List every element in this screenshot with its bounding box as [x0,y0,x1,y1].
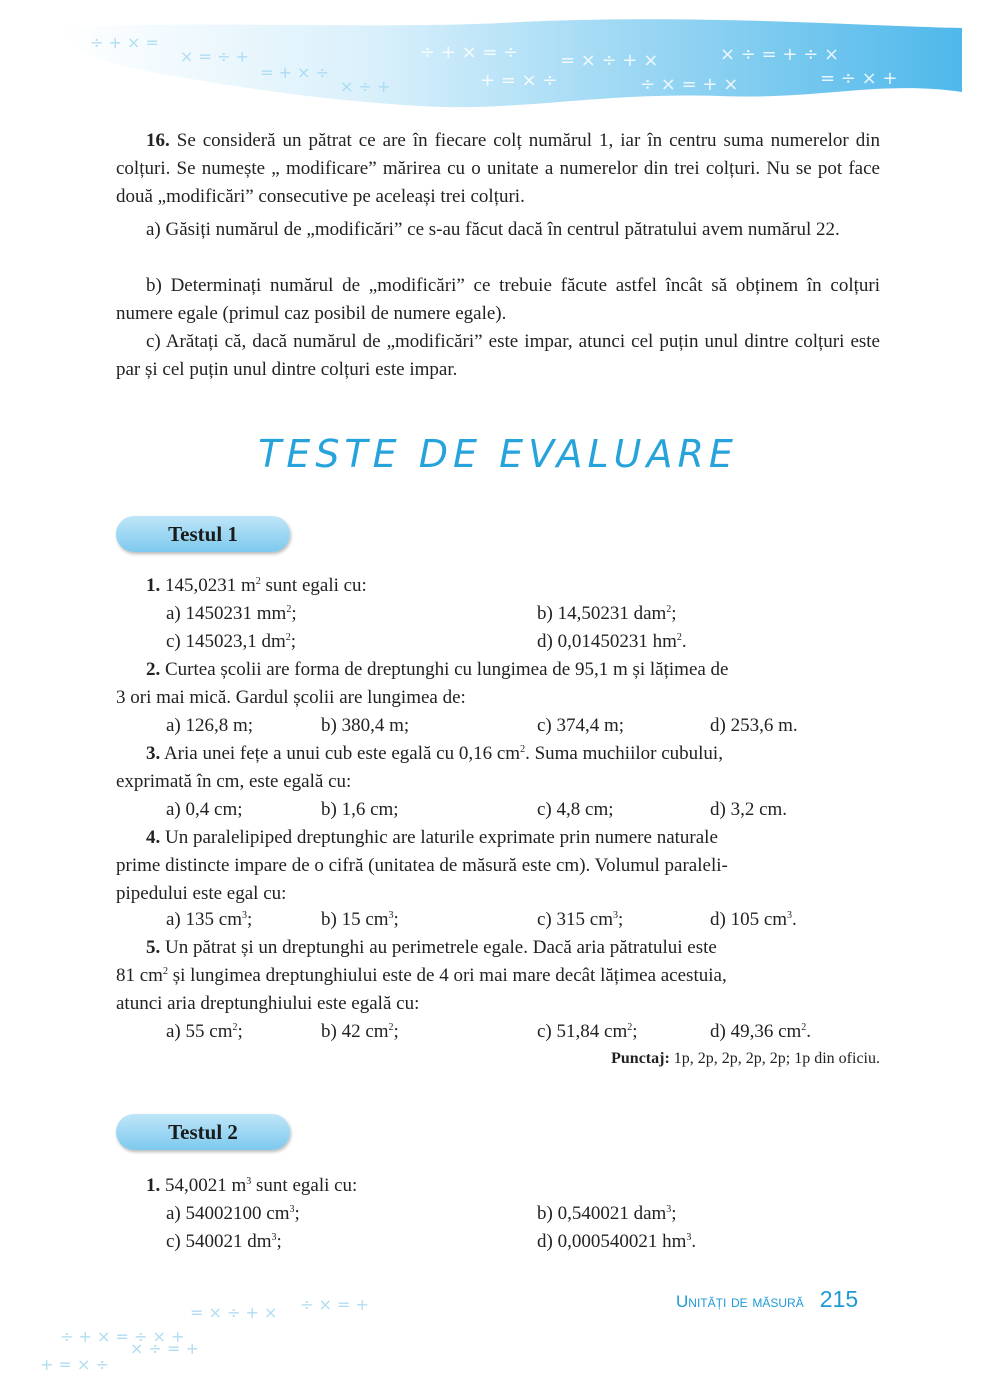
chapter-title: Unități de măsură [676,1292,804,1311]
question-text: . Suma muchiilor cubului, [525,743,723,764]
exponent: 3 [246,1176,252,1187]
section-title: TESTE DE EVALUARE [258,432,738,476]
problem-text: Se consideră un pătrat ce are în fiecare colț numărul 1, iar în centru suma numerelor din colțuri. Se numește „ modificare” mărirea cu o unitate a numerelor din trei colțuri. Nu se pot face două „modificări” consecutive pe aceleași trei colțuri. [116,130,880,207]
problem-16-intro [116,127,880,211]
score-text: 1p, 2p, 2p, 2p, 2p; 1p din oficiu. [669,1050,880,1067]
t1-q1-d: d) 0,01450231 $hm^2$. [537,631,687,652]
t1-q5-b: b) 42 $cm^2$; [321,1021,399,1042]
question-text: și lungimea dreptunghiului este de 4 ori mai mare decât lățimea acestuia, [167,965,727,986]
t1-q3-line1: 3. Aria unei fețe a unui cub este egală cu 0,16 $cm^2$. Suma muchiilor cubului, [146,743,723,764]
option-text: a) 55 cm [166,1021,233,1042]
question-text: Aria unei fețe a unui cub este egală cu 0,16 cm [163,743,521,764]
t1-q4-d: d) 105 $cm^3$. [710,909,797,930]
svg-text:÷ + × = ÷: ÷ + × = ÷ [420,42,519,63]
t1-q4-line3: pipedului este egal cu: [116,883,287,904]
option-text: c) 540021 dm [166,1231,272,1252]
t1-q1-b: b) 14,50231 dam$^2$; [537,603,677,624]
question-text: 54,0021 m [165,1175,247,1196]
t1-q2-b: b) 380,4 m; [321,715,410,736]
t2-q1-c: c) 540021 $dm^3$; [166,1231,282,1252]
page-number: 215 [819,1286,859,1312]
t1-q1 [146,572,910,600]
t1-q4-c: c) 315 $cm^3$; [537,909,624,930]
svg-text:+ = × ÷: + = × ÷ [40,1355,109,1374]
option-text: c) 315 cm [537,909,613,930]
problem-16-b: b) Determinați numărul de „modificări” ce trebuie făcute astfel încât să obținem în colțuri numere egale (primul caz posibil de numere egale). [116,275,880,324]
problem-16-c: c) Arătați că, dacă numărul de „modificări” este impar, atunci cel puțin unul dintre colțuri este par și cel puțin unul dintre colțuri este impar. [116,331,880,380]
t1-q3-b: b) 1,6 cm; [321,799,399,820]
t1-q5-d: d) 49,36 $cm^2$. [710,1021,812,1042]
t1-q3-d: d) 3,2 cm. [710,799,788,820]
question-text: Curtea școlii are forma de dreptunghi cu lungimea de 95,1 m și lățimea de [165,659,729,680]
t2-q1 [146,1172,910,1200]
footer-decoration [0,1270,500,1389]
t2-q1-a: a) 54002100 $cm^3$; [166,1203,300,1224]
option-text: c) 51,84 cm [537,1021,628,1042]
option-text: b) 42 cm [321,1021,389,1042]
svg-text:× ÷ = +: × ÷ = + [130,1339,199,1358]
t1-q3-line2: exprimată în cm, este egală cu: [116,771,352,792]
t1-q4-line1 [146,824,910,852]
t1-q4-a: a) 135 $cm^3$; [166,909,253,930]
page-footer [676,1286,858,1313]
svg-text:+ = × ÷: + = × ÷ [480,70,558,91]
question-number: 5. [146,937,161,958]
t1-q1-c: c) 145023,1 $dm^2$; [166,631,297,652]
t1-q5-a: a) 55 $cm^2$; [166,1021,243,1042]
svg-text:÷ × = + ×: ÷ × = + × [640,74,739,95]
t1-q2-line2: 3 ori mai mică. Gardul școlii are lungimea de: [116,687,466,708]
t1-q5-line2: 81 $cm^2$ și lungimea dreptunghiului este de 4 ori mai mare decât lățimea acestuia, [116,965,727,986]
t1-q2-a: a) 126,8 m; [166,715,254,736]
score-line [611,1048,880,1070]
svg-text:× = ÷ +: × = ÷ + [180,47,249,66]
score-label: Punctaj: [611,1050,670,1067]
header-decoration [0,0,992,125]
option-text: d) 105 cm [710,909,788,930]
svg-text:× ÷ = + ÷ ×: × ÷ = + ÷ × [720,44,840,65]
option-text: a) 135 cm [166,909,242,930]
question-number: 4. [146,827,161,848]
t1-q4-line2: prime distincte impare de o cifră (unitatea de măsură este cm). Volumul paraleli- [116,855,728,876]
test-1-label: Testul 1 [168,522,238,546]
question-number: 2. [146,659,161,680]
question-text: sunt egali cu: [251,1175,358,1196]
t1-q2-line1 [146,656,880,684]
exponent: 2 [255,576,261,587]
question-text: 145,0231 m [165,575,256,596]
problem-number: 16. [146,130,170,151]
t1-q4-b: b) 15 $cm^3$; [321,909,399,930]
svg-text:= × ÷ + ×: = × ÷ + × [190,1303,278,1322]
option-text: c) 145023,1 dm [166,631,286,652]
question-number: 1. [146,1175,161,1196]
test-2-label: Testul 2 [168,1120,238,1144]
svg-text:× ÷ +: × ÷ + [340,77,391,96]
t1-q3-a: a) 0,4 cm; [166,799,243,820]
test-1-badge [116,516,290,552]
t2-q1-d: d) 0,000540021 $hm^3$. [537,1231,697,1252]
option-text: d) 0,000540021 hm [537,1231,687,1252]
svg-text:= + × ÷: = + × ÷ [260,63,329,82]
question-text: 81 cm [116,965,163,986]
option-text: b) 15 cm [321,909,389,930]
option-text: b) 0,540021 dam [537,1203,667,1224]
t1-q5-line1 [146,934,910,962]
problem-16-a: a) Găsiți numărul de „modificări” ce s-au făcut dacă în centrul pătratului avem numărul 22. [146,219,840,240]
svg-text:= × ÷ + ×: = × ÷ + × [560,50,659,71]
test-2-badge [116,1114,290,1150]
svg-text:÷ × = +: ÷ × = + [300,1295,369,1314]
option-text: b) 14,50231 dam [537,603,667,624]
svg-text:÷ + × =: ÷ + × = [90,33,159,52]
svg-text:= ÷ × +: = ÷ × + [820,68,898,89]
question-text: sunt egali cu: [260,575,367,596]
t1-q2-d: d) 253,6 m. [710,715,798,736]
t1-q3-c: c) 4,8 cm; [537,799,614,820]
t2-q1-b: b) 0,540021 dam$^3$; [537,1203,677,1224]
option-text: a) 54002100 cm [166,1203,290,1224]
svg-text:÷ + × = ÷ × +: ÷ + × = ÷ × + [60,1327,185,1346]
option-text: a) 1450231 mm [166,603,287,624]
option-text: d) 0,01450231 hm [537,631,677,652]
question-number: 1. [146,575,161,596]
t1-q1-a: a) 1450231 $mm^2$; [166,603,297,624]
question-number: 3. [146,743,161,764]
question-text: Un pătrat și un dreptunghi au perimetrele egale. Dacă aria pătratului este [165,937,717,958]
t1-q5-line3: atunci aria dreptunghiului este egală cu: [116,993,420,1014]
option-text: d) 49,36 cm [710,1021,802,1042]
question-text: Un paralelipiped dreptunghic are laturile exprimate prin numere naturale [165,827,718,848]
t1-q2-c: c) 374,4 m; [537,715,625,736]
t1-q5-c: c) 51,84 $cm^2$; [537,1021,638,1042]
